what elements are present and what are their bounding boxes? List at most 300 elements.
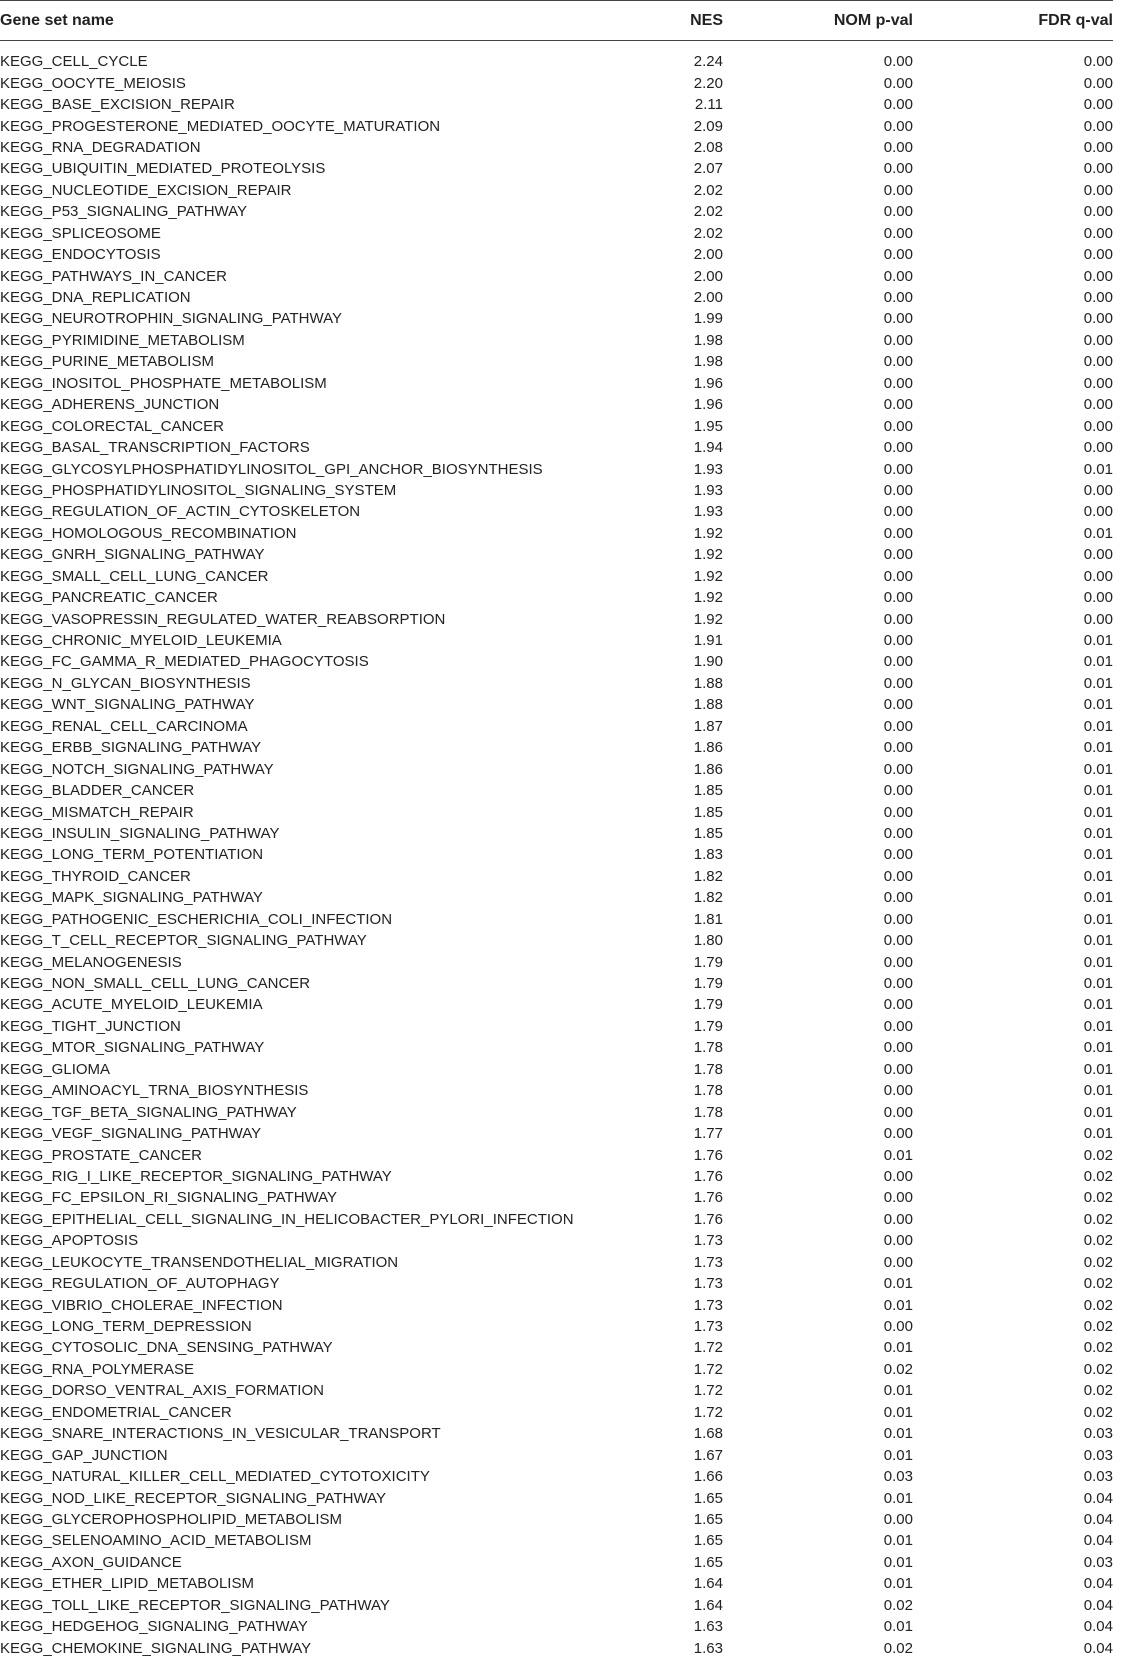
fdr-qval-cell: 0.01	[1083, 1039, 1113, 1057]
nes-cell: 1.92	[693, 567, 723, 585]
nom-pval-cell: 0.00	[883, 1167, 913, 1185]
nom-pval-cell: 0.01	[883, 1575, 913, 1593]
fdr-qval-cell: 0.01	[1083, 803, 1113, 821]
gene-set-name-cell: KEGG_P53_SIGNALING_PATHWAY	[0, 203, 248, 221]
nom-pval-cell: 0.01	[883, 1532, 913, 1550]
nes-cell: 1.93	[693, 460, 723, 478]
gene-set-name-cell: KEGG_APOPTOSIS	[0, 1232, 139, 1250]
nes-cell: 1.83	[693, 846, 723, 864]
nes-cell: 1.73	[693, 1253, 723, 1271]
fdr-qval-cell: 0.02	[1083, 1339, 1113, 1357]
nes-cell: 2.00	[693, 289, 723, 307]
gene-set-name-cell: KEGG_ETHER_LIPID_METABOLISM	[0, 1575, 254, 1593]
fdr-qval-cell: 0.00	[1083, 331, 1113, 349]
table-row	[0, 373, 1113, 394]
table-row	[0, 1380, 1113, 1401]
fdr-qval-cell: 0.00	[1083, 310, 1113, 328]
gene-set-name-cell: KEGG_TIGHT_JUNCTION	[0, 1017, 181, 1035]
gene-set-name-cell: KEGG_AXON_GUIDANCE	[0, 1553, 182, 1571]
gene-set-name-cell: KEGG_CHEMOKINE_SIGNALING_PATHWAY	[0, 1639, 312, 1657]
nes-cell: 1.98	[693, 331, 723, 349]
gene-set-name-cell: KEGG_UBIQUITIN_MEDIATED_PROTEOLYSIS	[0, 160, 326, 178]
table-row	[0, 673, 1113, 694]
fdr-qval-cell: 0.02	[1083, 1275, 1113, 1293]
gene-set-name-cell: KEGG_VASOPRESSIN_REGULATED_WATER_REABSORPTION	[0, 610, 446, 628]
gene-set-name-cell: KEGG_TOLL_LIKE_RECEPTOR_SIGNALING_PATHWAY	[0, 1596, 390, 1614]
gene-set-name-cell: KEGG_WNT_SIGNALING_PATHWAY	[0, 696, 255, 714]
fdr-qval-cell: 0.00	[1083, 203, 1113, 221]
nes-cell: 2.11	[694, 96, 723, 114]
nes-cell: 1.78	[693, 1039, 723, 1057]
table-row	[0, 137, 1113, 158]
fdr-qval-cell: 0.01	[1083, 460, 1113, 478]
nom-pval-cell: 0.00	[883, 889, 913, 907]
table-row	[0, 716, 1113, 737]
nom-pval-cell: 0.00	[883, 481, 913, 499]
nom-pval-cell: 0.00	[883, 203, 913, 221]
nes-cell: 1.98	[693, 353, 723, 371]
table-row	[0, 1359, 1113, 1380]
header-spacer	[0, 41, 1113, 52]
nes-cell: 2.20	[693, 74, 723, 92]
gene-set-name-cell: KEGG_MAPK_SIGNALING_PATHWAY	[0, 889, 263, 907]
nes-cell: 2.08	[693, 138, 723, 156]
nom-pval-cell: 0.00	[883, 246, 913, 264]
nom-pval-cell: 0.00	[883, 760, 913, 778]
gene-set-name-cell: KEGG_SMALL_CELL_LUNG_CANCER	[0, 567, 269, 585]
nom-pval-cell: 0.00	[883, 739, 913, 757]
nom-pval-cell: 0.00	[883, 1125, 913, 1143]
nom-pval-cell: 0.00	[883, 653, 913, 671]
fdr-qval-cell: 0.02	[1083, 1318, 1113, 1336]
nes-cell: 1.79	[693, 953, 723, 971]
fdr-qval-cell: 0.01	[1083, 824, 1113, 842]
gene-set-name-cell: KEGG_RNA_DEGRADATION	[0, 138, 201, 156]
fdr-qval-cell: 0.00	[1083, 589, 1113, 607]
nes-cell: 1.76	[693, 1167, 723, 1185]
gene-set-name-cell: KEGG_PURINE_METABOLISM	[0, 353, 214, 371]
nom-pval-cell: 0.00	[883, 953, 913, 971]
nes-cell: 1.92	[693, 524, 723, 542]
gene-set-name-cell: KEGG_RNA_POLYMERASE	[0, 1360, 194, 1378]
fdr-qval-cell: 0.01	[1083, 867, 1113, 885]
nes-cell: 1.88	[693, 696, 723, 714]
fdr-qval-cell: 0.02	[1083, 1382, 1113, 1400]
fdr-qval-cell: 0.00	[1083, 481, 1113, 499]
nom-pval-cell: 0.01	[883, 1382, 913, 1400]
table-row	[0, 1573, 1113, 1594]
fdr-qval-cell: 0.01	[1083, 953, 1113, 971]
nom-pval-cell: 0.00	[883, 567, 913, 585]
gene-set-name-cell: KEGG_CHRONIC_MYELOID_LEUKEMIA	[0, 632, 282, 650]
nom-pval-cell: 0.00	[883, 546, 913, 564]
fdr-qval-cell: 0.01	[1083, 1125, 1113, 1143]
table-row	[0, 458, 1113, 479]
fdr-qval-cell: 0.00	[1083, 181, 1113, 199]
nes-cell: 1.65	[693, 1532, 723, 1550]
table-row	[0, 758, 1113, 779]
fdr-qval-cell: 0.01	[1083, 975, 1113, 993]
nes-cell: 1.72	[693, 1360, 723, 1378]
nes-cell: 1.64	[693, 1596, 723, 1614]
fdr-qval-cell: 0.02	[1083, 1146, 1113, 1164]
nom-pval-cell: 0.00	[883, 782, 913, 800]
nes-cell: 1.91	[693, 632, 723, 650]
gene-set-name-cell: KEGG_GAP_JUNCTION	[0, 1446, 168, 1464]
table-row	[0, 844, 1113, 865]
table-row	[0, 115, 1113, 136]
table-row	[0, 1444, 1113, 1465]
nom-pval-cell: 0.00	[883, 996, 913, 1014]
nes-cell: 1.86	[693, 760, 723, 778]
nom-pval-cell: 0.00	[883, 846, 913, 864]
nom-pval-cell: 0.00	[883, 138, 913, 156]
table-row	[0, 587, 1113, 608]
nom-pval-cell: 0.00	[883, 610, 913, 628]
table-row	[0, 1316, 1113, 1337]
gene-set-name-cell: KEGG_PATHOGENIC_ESCHERICHIA_COLI_INFECTION	[0, 910, 393, 928]
nes-cell: 1.94	[693, 439, 723, 457]
gene-set-name-cell: KEGG_TGF_BETA_SIGNALING_PATHWAY	[0, 1103, 297, 1121]
nom-pval-cell: 0.00	[883, 867, 913, 885]
table-row	[0, 394, 1113, 415]
fdr-qval-cell: 0.04	[1083, 1618, 1113, 1636]
table-row	[0, 1101, 1113, 1122]
nes-cell: 1.76	[693, 1146, 723, 1164]
gene-set-name-cell: KEGG_NUCLEOTIDE_EXCISION_REPAIR	[0, 181, 292, 199]
fdr-qval-cell: 0.00	[1083, 503, 1113, 521]
nes-cell: 1.72	[693, 1382, 723, 1400]
nom-pval-cell: 0.03	[883, 1468, 913, 1486]
nes-cell: 1.68	[693, 1425, 723, 1443]
gene-set-name-cell: KEGG_VEGF_SIGNALING_PATHWAY	[0, 1125, 262, 1143]
fdr-qval-cell: 0.00	[1083, 117, 1113, 135]
nom-pval-cell: 0.01	[883, 1339, 913, 1357]
table-row	[0, 1252, 1113, 1273]
table-row	[0, 951, 1113, 972]
gene-set-name-cell: KEGG_HEDGEHOG_SIGNALING_PATHWAY	[0, 1618, 308, 1636]
fdr-qval-cell: 0.01	[1083, 524, 1113, 542]
table-row	[0, 265, 1113, 286]
nes-cell: 1.72	[693, 1403, 723, 1421]
nom-pval-cell: 0.00	[883, 824, 913, 842]
table-row	[0, 437, 1113, 458]
nes-cell: 1.85	[693, 782, 723, 800]
table-row	[0, 630, 1113, 651]
table-row	[0, 1402, 1113, 1423]
nes-cell: 1.73	[693, 1232, 723, 1250]
table-row	[0, 1080, 1113, 1101]
nom-pval-cell: 0.00	[883, 1103, 913, 1121]
fdr-qval-cell: 0.01	[1083, 910, 1113, 928]
gene-set-name-cell: KEGG_DORSO_VENTRAL_AXIS_FORMATION	[0, 1382, 324, 1400]
nes-cell: 1.87	[693, 717, 723, 735]
fdr-qval-cell: 0.00	[1083, 138, 1113, 156]
gene-set-name-cell: KEGG_PROSTATE_CANCER	[0, 1146, 202, 1164]
fdr-qval-cell: 0.04	[1083, 1489, 1113, 1507]
nom-pval-cell: 0.00	[883, 975, 913, 993]
nom-pval-cell: 0.00	[883, 696, 913, 714]
nom-pval-cell: 0.00	[883, 331, 913, 349]
nom-pval-cell: 0.00	[883, 417, 913, 435]
gene-set-name-cell: KEGG_SNARE_INTERACTIONS_IN_VESICULAR_TRANSPORT	[0, 1425, 441, 1443]
fdr-qval-cell: 0.02	[1083, 1210, 1113, 1228]
fdr-qval-cell: 0.03	[1083, 1553, 1113, 1571]
table-row	[0, 244, 1113, 265]
nes-cell: 1.78	[693, 1103, 723, 1121]
nom-pval-cell: 0.00	[883, 1082, 913, 1100]
table-row	[0, 1294, 1113, 1315]
table-row	[0, 1037, 1113, 1058]
fdr-qval-cell: 0.01	[1083, 846, 1113, 864]
table-row	[0, 544, 1113, 565]
gene-set-name-cell: KEGG_CELL_CYCLE	[0, 53, 148, 71]
table-row	[0, 223, 1113, 244]
fdr-qval-cell: 0.01	[1083, 674, 1113, 692]
table-row	[0, 823, 1113, 844]
table-row	[0, 801, 1113, 822]
nom-pval-cell: 0.01	[883, 1618, 913, 1636]
fdr-qval-cell: 0.02	[1083, 1232, 1113, 1250]
nom-pval-cell: 0.02	[883, 1596, 913, 1614]
fdr-qval-cell: 0.00	[1083, 439, 1113, 457]
gene-set-name-cell: KEGG_OOCYTE_MEIOSIS	[0, 74, 186, 92]
gene-set-name-cell: KEGG_LONG_TERM_POTENTIATION	[0, 846, 264, 864]
gene-set-name-cell: KEGG_T_CELL_RECEPTOR_SIGNALING_PATHWAY	[0, 932, 367, 950]
nes-cell: 1.79	[693, 1017, 723, 1035]
fdr-qval-cell: 0.02	[1083, 1403, 1113, 1421]
gene-set-name-cell: KEGG_BLADDER_CANCER	[0, 782, 195, 800]
gene-set-name-cell: KEGG_FC_GAMMA_R_MEDIATED_PHAGOCYTOSIS	[0, 653, 369, 671]
fdr-qval-cell: 0.01	[1083, 717, 1113, 735]
fdr-qval-cell: 0.01	[1083, 889, 1113, 907]
table-row	[0, 72, 1113, 93]
fdr-qval-cell: 0.04	[1083, 1596, 1113, 1614]
column-header-nom-pval: NOM p-val	[723, 1, 913, 41]
nom-pval-cell: 0.01	[883, 1489, 913, 1507]
nom-pval-cell: 0.01	[883, 1403, 913, 1421]
fdr-qval-cell: 0.01	[1083, 1103, 1113, 1121]
nom-pval-cell: 0.00	[883, 289, 913, 307]
fdr-qval-cell: 0.02	[1083, 1253, 1113, 1271]
fdr-qval-cell: 0.00	[1083, 567, 1113, 585]
gene-set-name-cell: KEGG_COLORECTAL_CANCER	[0, 417, 224, 435]
gene-set-name-cell: KEGG_THYROID_CANCER	[0, 867, 191, 885]
nes-cell: 1.92	[693, 610, 723, 628]
nes-cell: 1.85	[693, 824, 723, 842]
gene-set-name-cell: KEGG_NOTCH_SIGNALING_PATHWAY	[0, 760, 274, 778]
fdr-qval-cell: 0.03	[1083, 1446, 1113, 1464]
gene-set-name-cell: KEGG_INSULIN_SIGNALING_PATHWAY	[0, 824, 280, 842]
column-header-fdr-qval: FDR q-val	[913, 1, 1113, 41]
table-row	[0, 1209, 1113, 1230]
fdr-qval-cell: 0.02	[1083, 1296, 1113, 1314]
gene-set-name-cell: KEGG_GLYCOSYLPHOSPHATIDYLINOSITOL_GPI_ANCHOR_BIOSYNTHESIS	[0, 460, 543, 478]
nes-cell: 1.63	[693, 1639, 723, 1657]
fdr-qval-cell: 0.00	[1083, 289, 1113, 307]
gene-set-name-cell: KEGG_AMINOACYL_TRNA_BIOSYNTHESIS	[0, 1082, 309, 1100]
nom-pval-cell: 0.00	[883, 396, 913, 414]
gene-set-name-cell: KEGG_ENDOCYTOSIS	[0, 246, 161, 264]
gene-set-name-cell: KEGG_PATHWAYS_IN_CANCER	[0, 267, 227, 285]
nom-pval-cell: 0.02	[883, 1360, 913, 1378]
gene-set-name-cell: KEGG_RIG_I_LIKE_RECEPTOR_SIGNALING_PATHWAY	[0, 1167, 392, 1185]
nes-cell: 1.78	[693, 1082, 723, 1100]
gene-set-name-cell: KEGG_SPLICEOSOME	[0, 224, 161, 242]
table-row	[0, 94, 1113, 115]
nom-pval-cell: 0.00	[883, 1318, 913, 1336]
fdr-qval-cell: 0.00	[1083, 53, 1113, 71]
nes-cell: 1.96	[693, 396, 723, 414]
nes-cell: 1.78	[693, 1060, 723, 1078]
nes-cell: 1.65	[693, 1489, 723, 1507]
nom-pval-cell: 0.00	[883, 96, 913, 114]
nom-pval-cell: 0.00	[883, 1060, 913, 1078]
nes-cell: 1.92	[693, 546, 723, 564]
gene-set-name-cell: KEGG_GLYCEROPHOSPHOLIPID_METABOLISM	[0, 1510, 343, 1528]
table-row	[0, 308, 1113, 329]
fdr-qval-cell: 0.01	[1083, 932, 1113, 950]
table-row	[0, 887, 1113, 908]
table-row	[0, 780, 1113, 801]
fdr-qval-cell: 0.02	[1083, 1360, 1113, 1378]
gene-set-name-cell: KEGG_GLIOMA	[0, 1060, 111, 1078]
fdr-qval-cell: 0.00	[1083, 74, 1113, 92]
nom-pval-cell: 0.00	[883, 353, 913, 371]
table-row	[0, 1059, 1113, 1080]
nes-cell: 1.79	[693, 996, 723, 1014]
nom-pval-cell: 0.00	[883, 1039, 913, 1057]
fdr-qval-cell: 0.01	[1083, 653, 1113, 671]
table-row	[0, 1423, 1113, 1444]
fdr-qval-cell: 0.04	[1083, 1532, 1113, 1550]
gene-set-name-cell: KEGG_MISMATCH_REPAIR	[0, 803, 194, 821]
gene-set-name-cell: KEGG_PROGESTERONE_MEDIATED_OOCYTE_MATURATION	[0, 117, 441, 135]
nes-cell: 1.82	[693, 889, 723, 907]
nes-cell: 1.95	[693, 417, 723, 435]
table-row	[0, 973, 1113, 994]
gene-set-name-cell: KEGG_PYRIMIDINE_METABOLISM	[0, 331, 245, 349]
nes-cell: 1.96	[693, 374, 723, 392]
fdr-qval-cell: 0.00	[1083, 374, 1113, 392]
nom-pval-cell: 0.00	[883, 674, 913, 692]
table-row	[0, 566, 1113, 587]
nes-cell: 1.73	[693, 1318, 723, 1336]
nes-cell: 1.93	[693, 503, 723, 521]
table-row	[0, 1230, 1113, 1251]
fdr-qval-cell: 0.01	[1083, 632, 1113, 650]
nom-pval-cell: 0.01	[883, 1446, 913, 1464]
table-row	[0, 1530, 1113, 1551]
fdr-qval-cell: 0.02	[1083, 1167, 1113, 1185]
nom-pval-cell: 0.00	[883, 910, 913, 928]
fdr-qval-cell: 0.00	[1083, 160, 1113, 178]
nom-pval-cell: 0.00	[883, 53, 913, 71]
nom-pval-cell: 0.00	[883, 589, 913, 607]
nes-cell: 1.92	[693, 589, 723, 607]
nes-cell: 2.07	[693, 160, 723, 178]
nom-pval-cell: 0.00	[883, 460, 913, 478]
nom-pval-cell: 0.00	[883, 1253, 913, 1271]
gene-set-name-cell: KEGG_REGULATION_OF_ACTIN_CYTOSKELETON	[0, 503, 361, 521]
nom-pval-cell: 0.00	[883, 1510, 913, 1528]
nes-cell: 1.72	[693, 1339, 723, 1357]
nes-cell: 2.02	[693, 181, 723, 199]
table-row	[0, 201, 1113, 222]
gene-set-name-cell: KEGG_REGULATION_OF_AUTOPHAGY	[0, 1275, 280, 1293]
table-row	[0, 1123, 1113, 1144]
fdr-qval-cell: 0.03	[1083, 1468, 1113, 1486]
fdr-qval-cell: 0.00	[1083, 353, 1113, 371]
table-row	[0, 1466, 1113, 1487]
nes-cell: 1.65	[693, 1510, 723, 1528]
fdr-qval-cell: 0.02	[1083, 1189, 1113, 1207]
gene-set-name-cell: KEGG_N_GLYCAN_BIOSYNTHESIS	[0, 674, 251, 692]
gene-set-name-cell: KEGG_BASAL_TRANSCRIPTION_FACTORS	[0, 439, 310, 457]
nom-pval-cell: 0.00	[883, 267, 913, 285]
nom-pval-cell: 0.00	[883, 632, 913, 650]
table-row	[0, 523, 1113, 544]
nes-cell: 1.79	[693, 975, 723, 993]
nes-cell: 1.80	[693, 932, 723, 950]
nes-cell: 1.76	[693, 1189, 723, 1207]
table-row	[0, 330, 1113, 351]
nom-pval-cell: 0.00	[883, 160, 913, 178]
gene-set-name-cell: KEGG_ENDOMETRIAL_CANCER	[0, 1403, 232, 1421]
nom-pval-cell: 0.00	[883, 932, 913, 950]
table-row	[0, 909, 1113, 930]
gene-set-name-cell: KEGG_LONG_TERM_DEPRESSION	[0, 1318, 252, 1336]
table-row	[0, 1187, 1113, 1208]
table-row	[0, 930, 1113, 951]
fdr-qval-cell: 0.00	[1083, 96, 1113, 114]
nom-pval-cell: 0.01	[883, 1553, 913, 1571]
table-row	[0, 287, 1113, 308]
nom-pval-cell: 0.00	[883, 524, 913, 542]
nes-cell: 1.76	[693, 1210, 723, 1228]
gene-set-name-cell: KEGG_MTOR_SIGNALING_PATHWAY	[0, 1039, 265, 1057]
fdr-qval-cell: 0.03	[1083, 1425, 1113, 1443]
table-row	[0, 1595, 1113, 1616]
nom-pval-cell: 0.00	[883, 439, 913, 457]
column-header-nes: NES	[640, 1, 723, 41]
gene-set-name-cell: KEGG_NATURAL_KILLER_CELL_MEDIATED_CYTOTOXICITY	[0, 1468, 430, 1486]
nom-pval-cell: 0.02	[883, 1639, 913, 1657]
nes-cell: 1.66	[693, 1468, 723, 1486]
fdr-qval-cell: 0.01	[1083, 760, 1113, 778]
nes-cell: 2.02	[693, 203, 723, 221]
table-row	[0, 1016, 1113, 1037]
gene-set-name-cell: KEGG_FC_EPSILON_RI_SIGNALING_PATHWAY	[0, 1189, 338, 1207]
nes-cell: 1.73	[693, 1296, 723, 1314]
gene-set-name-cell: KEGG_NOD_LIKE_RECEPTOR_SIGNALING_PATHWAY	[0, 1489, 386, 1507]
table-row	[0, 1509, 1113, 1530]
nom-pval-cell: 0.00	[883, 117, 913, 135]
table-row	[0, 480, 1113, 501]
fdr-qval-cell: 0.00	[1083, 267, 1113, 285]
nom-pval-cell: 0.01	[883, 1425, 913, 1443]
nom-pval-cell: 0.00	[883, 1017, 913, 1035]
nes-cell: 1.82	[693, 867, 723, 885]
nes-cell: 1.85	[693, 803, 723, 821]
nes-cell: 2.00	[693, 246, 723, 264]
table-row	[0, 1637, 1113, 1658]
nes-cell: 1.86	[693, 739, 723, 757]
table-row	[0, 1616, 1113, 1637]
nom-pval-cell: 0.00	[883, 224, 913, 242]
gene-set-name-cell: KEGG_MELANOGENESIS	[0, 953, 182, 971]
table-header-row	[0, 1, 1113, 41]
